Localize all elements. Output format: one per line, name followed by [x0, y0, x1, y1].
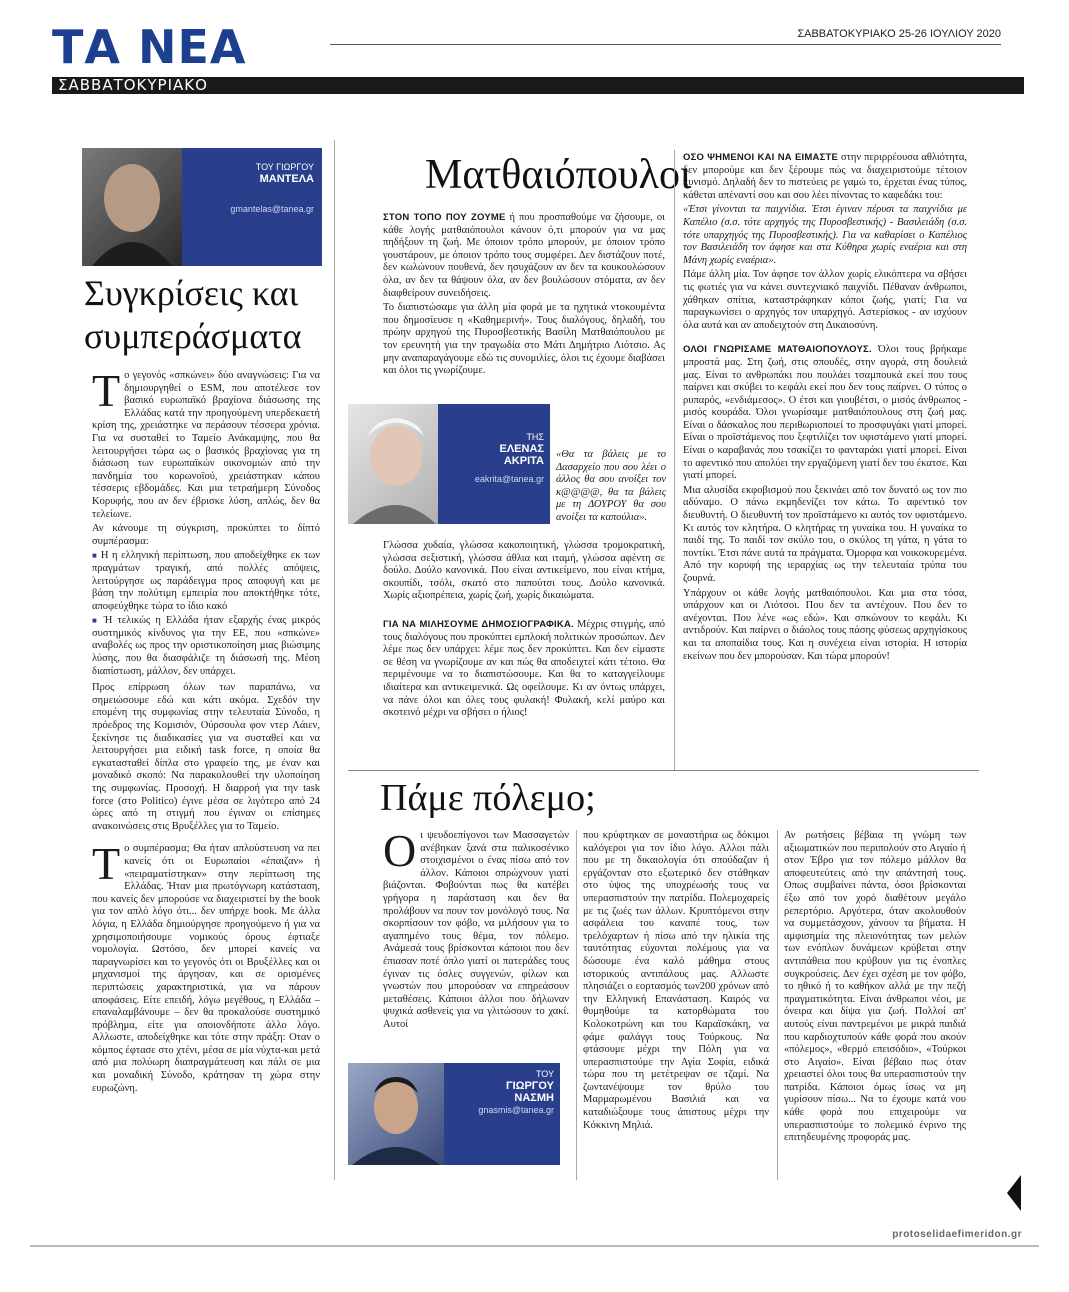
paragraph: Το γεγονός «σπκώνει» δύο αναγνώσεις: Για να δημιουργηθεί ο ESM, που αποτέλεσε τον βασικό ευρωπαϊκό βραχίονα διάσωσης της Ελλάδας κατά την προηγούμενη υπερδεκαετή κρίση της, χρειάστηκε να περάσουν τέσσερα χρόνια. Για να συσταθεί το Ταμείο Ανάκαμψης, που θα λειτουργήσει τώρα ως ο βασικός βραχίονας για τη διάσωση των ευρωπαϊκών οικονομιών από την πανδημία του κορωνοϊού, χρειάστηκαν κάπου τέσσερις εβδομάδες. Και μια τετραήμερη Σύνοδος Κορυφής, που αν δεν έβρισκε λύση, απλώς, δεν θα τελείωνε. — [92, 365, 320, 520]
byline-name: ΜΑΝΤΕΛΑ — [259, 173, 314, 185]
bullet-icon: ■ — [92, 616, 104, 626]
bullet-paragraph: ■ Ή τελικώς η Ελλάδα ήταν εξαρχής ένας μικρός συστημικός κίνδυνος για την ΕΕ, που «σπκώνε» αναβολές ως προς την οριστικοποίηση μιας βιώσιμης λύσης, που θα διασφάλιζε τη διάσωσή της. Μέση διαπίστωση, μάλλον, δεν υπάρχει. — [92, 615, 320, 677]
section-bar — [52, 77, 1024, 94]
article2-col2 — [683, 152, 967, 665]
article3-col3 — [784, 830, 966, 1147]
byline-box-nasmis — [444, 1063, 560, 1165]
author-photo-mantelas — [82, 148, 182, 266]
byline-box-akrita — [438, 404, 550, 524]
issue-date: ΣΑΒΒΑΤΟΚΥΡΙΑΚΟ 25-26 ΙΟΥΛΙΟΥ 2020 — [797, 28, 1001, 40]
bullet-paragraph: ■ Η η ελληνική περίπτωση, που αποδείχθηκε εκ των πραγμάτων τραγική, από πολλές απόψεις, λειτούργησε ως παράδειγμα προς αποφυγή και με βάση την πολύτιμη εμπειρία που αποκτήθηκε τότε, αποφεύχθηκε τώρα το ίδιο κακό — [92, 550, 320, 612]
byline-name-last: ΝΑΣΜΗ — [514, 1092, 554, 1104]
paragraph: ΟΛΟΙ ΓΝΩΡΙΣΑΜΕ ΜΑΤΘΑΙΟΠΟΥΛΟΥΣ. Όλοι τους βρήκαμε μπροστά μας. Στη ζωή, στις σπουδές, στην αγορά, στη δουλειά μας. Είναι το ανθρωπάκι που πουλάει τσαμπουκά εκεί που τους παίρνει και σκύβει το κεφάλι εκεί που δεν τους παίρνει. Ο τύπος ο ρυπαρός, «ενδιάμεσος». Ο έτσι και γιουβέτσι, ο μισός άνθρωπος - μισός κουράδα. Όλοι γνωρίσαμε ματθαιόπουλους στη ζωή μας. Είναι ο δάσκαλος που περιθωριοποιεί το προσφυγάκι γιατί μπορεί. Είναι ο προϊστάμενος που ξεφτιλίζει τον υφιστάμενο γιατί μπορεί. Είναι ο καραβανάς που τσακίζει το φανταράκι γιατί μπορεί. Είναι το αφεντικό που απολύει την εργαζόμενη γιατί δεν του έκατσε. Και γιατί μπορεί. — [683, 344, 967, 482]
paragraph: που κρύφτηκαν σε μοναστήρια ως δόκιμοι καλόγεροι για τον ίδιο λόγο. Αλλοι πάλι που με τη δικαιολογία ότι σπούδαζαν ή εργάζονταν στο εξωτερικό δεν στάθηκαν στο ύψος της υποχρέωσής τους να υπερασπιστούν την πατρίδα. Πολεμοχαρείς με τις ζωές των άλλων. Κρυπτόμενοι στην ασφάλεια του καναπέ τους, των τρελόχαρτων ή πίσω από την ηλικία της ταυτότητας εύχονται πολέμους για να δώσουμε ένα καλό μάθημα στους ιστορικούς αντιπάλους μας. Αλλωστε πλησιάζει ο εορτασμός των200 χρόνων από την Ελληνική Επανάσταση. Καιρός να θυμηθούμε τα κατορθώματα του Κολοκοτρώνη και του Καραϊσκάκη, να φάμε φαλάγγι τους Τούρκους. Να φτάσουμε μέχρι την Πόλη για να υπερασπιστούμε την Αγία Σοφία, ειδικά τώρα που τη μετέτρεψαν σε τζαμί. Να ζωντανέψουμε τον θρύλο του Μαρμαρωμένου Βασιλιά και να καταδιώξουμε τους άπιστους μέχρι την Κόκκινη Μηλιά. — [583, 830, 769, 1131]
paragraph: Το διαπιστώσαμε για άλλη μία φορά με τα ηχητικά ντοκουμέντα που δημοσίευσε η «Καθημερινή». Τους διαλόγους, δηλαδή, του πρώην αρχηγού της Πυροσβεστικής Βασίλη Ματθαιόπουλου με τον ερευνητή για την τραγωδία στο Μάτι Δημήτριο Λιότσιο. Ας μην αναπαραγάγουμε εδώ τις συνομιλίες, όλοι τις έχουμε διαβάσει και όλοι τις γνωρίζουμε. — [383, 302, 665, 377]
byline-box-mantelas — [182, 148, 322, 266]
article2-quote: «Θα τα βάλεις με το Δασαρχείο που σου λέει ο άλλος θα σου ανοίξει τον κ@@@@, θα τα βάλεις με τη ΔΟΥΡΟΥ θα σου ανοίξει τα καπούλια». — [556, 449, 666, 523]
paragraph: ΓΙΑ ΝΑ ΜΙΛΗΣΟΥΜΕ ΔΗΜΟΣΙΟΓΡΑΦΙΚΑ. Μέχρις στιγμής, από τους διαλόγους που προκύπτει εμπλοκή πολιτικών προσώπων. Δεν λέμε πως δεν υπάρχει: λέμε πως δεν προκύπτει. Και δεν είμαστε σε θέση να γνωρίζουμε αν και πώς θα αποδειχτεί κάτι τέτοιο. Θα περιμένουμε να το διαπιστώσουμε. Και θα το καταγγείλουμε ιδιαίτερα και αντικειμενικά. Ως οφείλουμε. Κι αν όντως υπάρχει, να πάνε όλοι και όλες τους φυλακή! Φυλακή, κελί μαύρο και σκοτεινό μέχρι να σβήσει ο ήλιος! — [383, 618, 666, 719]
article2-col1-cont — [383, 540, 665, 722]
section-label: ΣΑΒΒΑΤΟΚΥΡΙΑΚΟ — [58, 76, 208, 94]
paragraph: ΣΤΟΝ ΤΟΠΟ ΠΟΥ ΖΟΥΜΕ ή που προσπαθούμε να ζήσουμε, οι κάθε λογής ματθαιόπουλοι κάνουν ό,τι μπορούν για να μας πηδήξουν τη ζωή. Με όποιον τρόπο μπορούν, με όποιον τρόπο γουστάρουν, με όποιον τρόπο τους συμφέρει. Δεν διστάζουν ποτέ, δεν κωλώνουν πουθενά, δεν ησυχάζουν αν δεν τα κουκουλώσουν όλα, αν δεν τα θάψουν όλα, αν δεν βουλώσουν στόματα, αν δεν διαφθείρουν συνειδήσεις. — [383, 212, 665, 299]
portrait-icon — [82, 148, 182, 266]
column-divider — [334, 140, 335, 1180]
paragraph: Πάμε άλλη μία. Τον άφησε τον άλλον χωρίς ελικόπτερα να σβήσει τις φωτιές για να κάνει συντεχνιακό παιχνίδι. Πέθαναν άνθρωποι, χάθηκαν σπίτια, καταστράφηκαν κόποι ζωής, γιατί; Για να παραγκωνίσει ο αρχηγός τον υπαρχηγό. Αστερίσκος - αν ισχύουν όλα αυτά και αν αποδειχτούν στη Δικαιοσύνη. — [683, 269, 967, 331]
paragraph: Μια αλυσίδα εκφοβισμού που ξεκινάει από τον δυνατό ως τον πιο αδύναμο. Ο πάνω εκμηδενίζει τον κάτω. Το αφεντικό τον διευθυντή. Ο διευθυντή τον προϊστάμενο κι αυτός τον υφιστάμενο. Κι αυτός τον κλητήρα. Ο κλητήρας τη γυναίκα του. Η γυναίκα το παιδί της. Το παιδί τον σκύλο του, ο σκύλος τη γάτα, η γάτα το ποντίκι. Έτσι πάνε αυτά τα πράγματα. Όμορφα και νοικοκυρεμένα. Από την κορυφή της ιεραρχίας ως την τελευταία τρύπα του ζουρνά. — [683, 484, 967, 584]
author-photo-akrita — [348, 404, 438, 524]
quote-paragraph: «Έτσι γίνονται τα παιχνίδια. Έτσι έγιναν πέρυσι τα παιχνίδια με Καπέλιο (σ.σ. τότε αρχηγός της Πυροσβεστικής) - Βασιλειάδη (σ.σ. τότε υπαρχηγός της Πυροσβεστικής). Για να καθαρίσει ο Καπέλιος τον Βασιλειάδη τον άφησε και στα Κύθηρα χωρίς εναέρια και στη Μάνη χωρίς εναέρια». — [683, 204, 967, 266]
paragraph: Υπάρχουν οι κάθε λογής ματθαιόπουλοι. Και μια στα τόσα, υπάρχουν και οι Λιότσοι. Που δεν τα αντέχουν. Που δεν το ανέχονται. Που λένε «ως εδώ». Και σπκώνουν το κεφάλι. Κι αντιδρούν. Και παίρνει ο διάολος τους πάσης φύσεως αρχηγίσκους και τα αποπαίδια τους. Και η συνέχεια είναι ιστορία. Η ιστορία εκείνων που δεν μπορούσαν. Και τώρα μπορούν! — [683, 587, 967, 662]
author-photo-nasmis — [348, 1063, 444, 1165]
headline-article1: Συγκρίσεις και συμπεράσματα — [84, 273, 302, 356]
byline-name-last: ΑΚΡΙΤΑ — [503, 455, 544, 467]
article3-col2 — [583, 830, 769, 1134]
author-email[interactable]: gnasmis@tanea.gr — [478, 1105, 554, 1115]
paragraph: Προς επίρρωση όλων των παραπάνω, να σημειώσουμε εδώ και κάτι ακόμα. Σχεδόν την επομένη της συμφωνίας στην τελευταία Σύνοδο, η πρόεδρος της Κομισιόν, Ούρσουλα φον ντερ Λάιεν, ξεκίνησε τις διαδικασίες για να συσταθεί και να λειτουργήσει μια ειδική task force, η οποία θα εγκατασταθεί δίπλα στο γραφείο της, με έναν και μοναδικό σκοπό: Να παρακολουθεί την υλοποίηση της συμφωνίας. Προσοχή. Η διαρροή για την task force (στο Politico) έγινε μέσα σε λιγότερο από 24 ώρες από τη στιγμή που έγιναν οι επίσημες ανακοινώσεις στις Βρυξέλλες για το Ταμείο. — [92, 682, 320, 832]
paragraph: Αν κάνουμε τη σύγκριση, προκύπτει το δίπτό συμπέρασμα: — [92, 523, 320, 547]
paragraph: Γλώσσα χυδαία, γλώσσα κακοποιητική, γλώσσα τρομοκρατική, γλώσσα σεξιστική, γλώσσα άθλια και ιταμή, γλώσσα αφέντη σε δούλο. Δούλο κανονικά. Που είναι αντικείμενο, που είναι κτήμα, σκουπίδι, τσόλι, σκατό στο παπούτσι τους. Δούλο κανονικά. Χωρίς αξιοπρέπεια, χωρίς ζωή, χωρίς δικαιώματα. — [383, 540, 665, 602]
column-divider — [674, 150, 675, 770]
byline-name-first: ΓΙΩΡΓΟΥ — [505, 1080, 554, 1092]
byline-name-first: ΕΛΕΝΑΣ — [499, 443, 544, 455]
author-email[interactable]: eakrita@tanea.gr — [474, 474, 544, 484]
headline-article3: Πάμε πόλεμο; — [380, 777, 596, 819]
article2-col1 — [383, 212, 665, 380]
byline-prefix: ΤΟΥ ΓΙΩΡΓΟΥ — [255, 162, 314, 172]
headline-article2: Ματθαιόπουλοι — [425, 152, 692, 198]
masthead-rule — [330, 44, 1001, 45]
article1-body — [92, 365, 320, 1097]
column-divider — [576, 830, 577, 1180]
column-divider — [777, 830, 778, 1180]
author-email[interactable]: gmantelas@tanea.gr — [230, 204, 314, 214]
byline-prefix: ΤΗΣ — [526, 432, 544, 442]
byline-prefix: ΤΟΥ — [535, 1069, 554, 1079]
newspaper-logo: ΤΑ ΝΕΑ — [52, 20, 247, 74]
source-url[interactable]: protoselidaefimeridon.gr — [892, 1229, 1022, 1240]
footer-rule — [30, 1245, 1039, 1247]
paragraph: Οι ψευδοεπίγονοι των Μασσαγετών ανέβηκαν ξανά στα παλικοσένικο στοιχισμένοι ο ένας πίσω από τον άλλον. Κάποιοι σπρώχνουν γιατί βιάζονται. Φοβούνται πως θα κατέβει γρήγορα η παράσταση και δεν θα προλάβουν να πουν τον μονόλογό τους. Να σκορπίσουν τον φόβο, να μιλήσουν για το αγαπημένο τους θέμα, τον πόλεμο. Ανάμεσά τους βρίσκονται κάποιοι που δεν έπιασαν ποτέ όπλο γιατί οι πατεράδες τους έγιναν τις όσλες συγγενών, φίλων και γνωστών που μπορούσαν να επηρεάσουν μεταθέσεις. Κάποιοι άλλοι που δήλωναν ψυχικά ασθενείς για να γλιτώσουν το χακί. Αυτοί — [383, 825, 569, 1030]
portrait-icon — [348, 1063, 444, 1165]
page-arrow-icon[interactable] — [1007, 1175, 1021, 1211]
article3-col1 — [383, 825, 569, 1034]
paragraph: Το συμπέρασμα; Θα ήταν απλούστευση να πει κανείς ότι οι Ευρωπαίοι «έπαιζαν» ή «πειραματίστηκαν» στην περίπτωση της Ελλάδας. Ήταν μια πρωτόγνωρη κατάσταση, που κανείς δεν μπορούσε να διαχειριστεί by the book για τον απλό λόγο ότι... δεν υπήρχε book. Με άλλα λόγια, η Ελλάδα δημιούργησε προηγούμενο ή για να χρησιμοποιήσουμε νομικούς όρους έφτιαξε νομολογία. Ωστόσο, δεν μπορεί κανείς να παραγνωρίσει και το γεγονός ότι οι Βρυξέλλες και οι μηχανισμοί της άργησαν, και σε ορισμένες περιπτώσεις χαρακτηριστικά, για να πάρουν αποφάσεις. Είτε επειδή, λόγω μεγέθους, η Ελλάδα – επαναλαμβάνουμε – δεν θα προκαλούσε συστημικό πρόβλημα, είτε για οποιονδήποτε άλλο λόγο. Αλλωστε, αποδείχθηκε και τότε στην πράξη: Οταν ο κόμπος έφτασε στο χτένι, μέσα σε μία νύχτα-και μετά από μια πολύωρη διαπραγμάτευση και πάλι σε μια και μοναδική Σύνοδο, κράτησαν τη χώρα στην ευρωζώνη. — [92, 838, 320, 1094]
paragraph: ΟΣΟ ΨΗΜΕΝΟΙ ΚΑΙ ΝΑ ΕΙΜΑΣΤΕ στην περιρρέουσα αθλιότητα, δεν μπορούμε και δεν ξέρουμε πώς να διαχειριστούμε τέτοιον κυνισμό. Δηλαδή δεν το πιστεύεις ρε γαμώ το, έρχεται ένας τύπος, κάθεται απέναντί σου και σου λέει πίνοντας το καφεδάκι του: — [683, 152, 967, 201]
portrait-icon — [348, 404, 438, 524]
paragraph: Αν ρωτήσεις βέβαια τη γνώμη των αξιωματικών που περιπολούν στο Αιγαίο ή στον Έβρο για τον πόλεμο μάλλον θα αποφευτεύτεις από την απάντησή τους. Οπως συμβαίνει πάντα, όσοι βρίσκονται έξω από τον χορό διαθέτουν μεγάλο ρεπερτόριο. Αργότερα, όταν ακολουθούν να συμμετάσχουν, χάνουν τα βήματα. Η αμφισημία της πλειονότητας των μελών των ενόπλων δυνάμεων κρύβεται στην αντιπάθεια που κρύβουν για τις ένοπλες συγκρούσεις. Δεν έχει σχέση με τον φόβο, το ηθικό ή το καθήκον αλλά με την πεζή πραγματικότητα. Είναι άνθρωποι νέοι, με όνειρα και δίψα για ζωή. Πολλοί απ' αυτούς είναι παντρεμένοι με μικρά παιδιά που καρδιοχτυπούν κάθε φορά που ακούν «πόλεμος», «θερμό επεισόδιο», «Τούρκοι στο Αιγαίο». Είναι βέβαιο πως όταν χρειαστεί όλοι τους θα υπερασπιστούν την πατρίδα. Κάποιοι όμως ίσως να μη γυρίσουν πίσω... Να το έχουμε κατά νου κάθε φορά που επιχειρούμε να υπερασπιστούμε το πολεμικό ένρινο της επιτηδευμένης προφοράς μας. — [784, 830, 966, 1144]
bullet-icon: ■ — [92, 551, 101, 561]
section-divider — [348, 770, 979, 771]
